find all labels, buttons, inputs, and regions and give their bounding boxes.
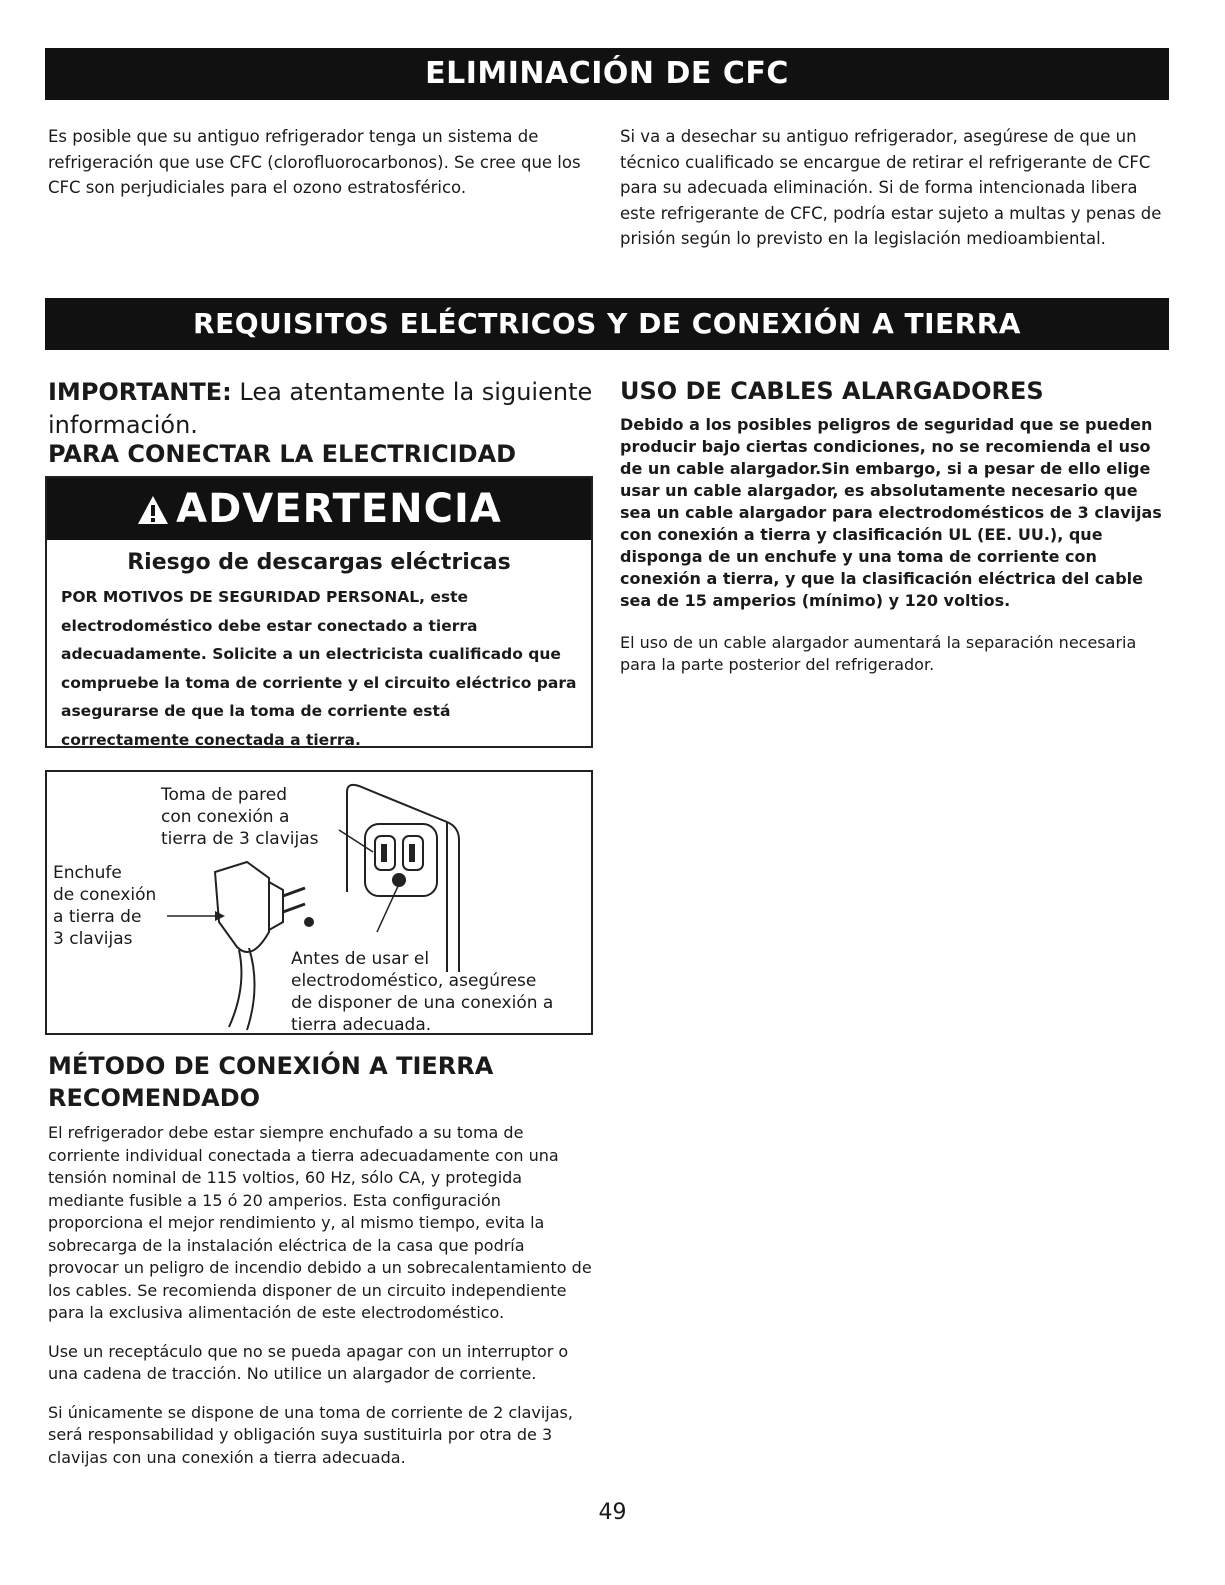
grounding-note-label: Antes de usar el electrodoméstico, asegúrese de disponer de una conexión a tierra adecuada.: [291, 949, 554, 1035]
method-paragraph-2: Use un receptáculo que no se pueda apagar con un interruptor o una cadena de tracción. No utilice un alargador de corriente.: [48, 1341, 569, 1383]
warning-body: [47, 583, 591, 754]
outlet-figure: [45, 770, 593, 1035]
extension-heading: USO DE CABLES ALARGADORES: [620, 377, 1044, 405]
cfc-right-column: [620, 124, 1165, 252]
important-label: IMPORTANTE:: [48, 378, 232, 406]
extension-paragraph-1: Debido a los posibles peligros de seguridad que se pueden producir bajo ciertas condiciones, no se recomienda el uso de un cable alargador.Sin embargo, si a pesar de ello elige usar un cable alargador, es absolutamente necesario que sea un cable alargador para electrodomésticos de 3 clavijas con conexión a tierra y clasificación UL (EE. UU.), que disponga de un enchufe y una toma de corriente con conexión a tierra, y que la clasificación eléctrica del cable sea de 15 amperios (mínimo) y 120 voltios.: [620, 415, 1162, 610]
warning-icon: [136, 494, 170, 526]
method-paragraph-3: Si únicamente se dispone de una toma de corriente de 2 clavijas, será responsabilidad y obligación suya sustituirla por otra de 3 clavijas con una conexión a tierra adecuada.: [48, 1402, 573, 1467]
important-note: [48, 376, 596, 442]
cfc-banner: ELIMINACIÓN DE CFC: [45, 48, 1169, 100]
method-paragraph-1: El refrigerador debe estar siempre enchufado a su toma de corriente individual conectada a tierra adecuadamente con una tensión nominal de 115 voltios, 60 Hz, sólo CA, y protegida mediante fusible a 15 ó 20 amperios. Esta configuración proporciona el mejor rendimiento y, al mismo tiempo, evita la sobrecarga de la instalación eléctrica de la casa que podría provocar un peligro de incendio debido a un sobrecalentamiento de los cables. Se recomienda disponer de un circuito independiente para la exclusiva alimentación de este electrodoméstico.: [48, 1123, 592, 1322]
warning-header: [47, 478, 591, 540]
warning-title: ADVERTENCIA: [176, 486, 502, 532]
outlet-label: Toma de pared con conexión a tierra de 3 clavijas: [161, 785, 319, 849]
warning-box: [45, 476, 593, 748]
extension-paragraph-2: El uso de un cable alargador aumentará la separación necesaria para la parte posterior del refrigerador.: [620, 633, 1137, 674]
page-number: 49: [598, 1500, 627, 1525]
warning-text: este electrodoméstico debe estar conectado a tierra adecuadamente. Solicite a un electricista cualificado que compruebe la toma de corriente y el circuito eléctrico para asegurarse de que la toma de corriente está correctamente conectada a tierra.: [61, 588, 577, 749]
cfc-left-column: [48, 124, 600, 201]
method-heading: MÉTODO DE CONEXIÓN A TIERRA RECOMENDADO: [48, 1052, 494, 1112]
warning-lead: POR MOTIVOS DE SEGURIDAD PERSONAL,: [61, 588, 425, 606]
warning-subtitle: Riesgo de descargas eléctricas: [127, 550, 511, 575]
extension-column: [620, 414, 1165, 676]
plug-label: Enchufe de conexión a tierra de 3 clavijas: [53, 863, 157, 949]
electrical-banner: REQUISITOS ELÉCTRICOS Y DE CONEXIÓN A TIERRA: [45, 298, 1169, 350]
important-text: Lea atentamente la siguiente información.: [48, 378, 593, 439]
cfc-right-paragraph: Si va a desechar su antiguo refrigerador, asegúrese de que un técnico cualificado se encargue de retirar el refrigerante de CFC para su adecuada eliminación. Si de forma intencionada libera este refrigerante de CFC, podría estar sujeto a multas y penas de prisión según lo previsto en la legislación medioambiental.: [620, 127, 1162, 248]
cfc-left-paragraph: Es posible que su antiguo refrigerador tenga un sistema de refrigeración que use CFC (clorofluorocarbonos). Se cree que los CFC son perjudiciales para el ozono estratosférico.: [48, 127, 581, 197]
method-column: [48, 1122, 596, 1469]
connect-heading: PARA CONECTAR LA ELECTRICIDAD: [48, 440, 517, 468]
